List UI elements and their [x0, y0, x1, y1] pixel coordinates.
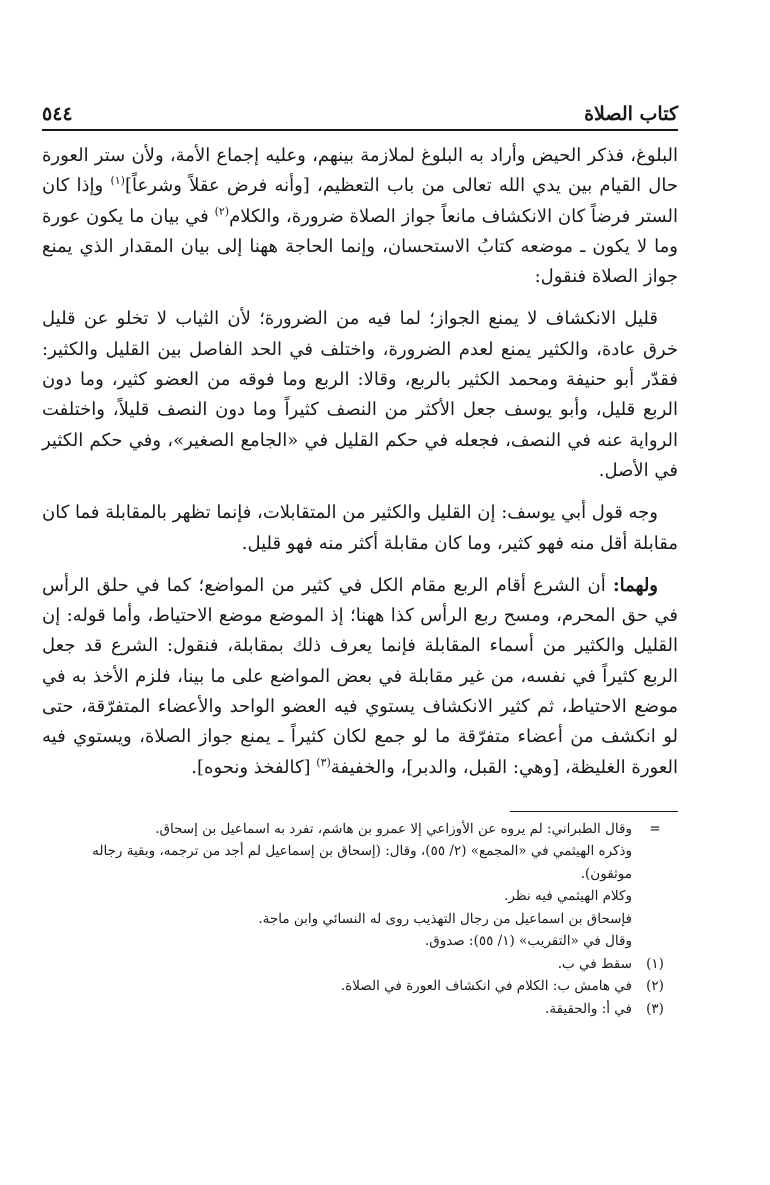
header-rule [42, 129, 678, 131]
paragraph-lead: ولهما: [612, 574, 658, 596]
footnote-continued [42, 818, 678, 953]
paragraph-3: وجه قول أبي يوسف: إن القليل والكثير من المتقابلات، فإنما تظهر بالمقابلة فما كان مقابلة أقل منه فهو كثير، وما كان مقابلة أكثر منه فهو قليل. [42, 502, 678, 554]
footnote-2 [42, 975, 678, 998]
running-header [42, 95, 678, 125]
continuation-mark: = [649, 820, 661, 837]
footnote-text: في أ: والحقيقة. [545, 1000, 632, 1017]
footnote-line: فإسحاق بن اسماعيل من رجال التهذيب روى له النسائي وابن ماجة. [258, 910, 632, 927]
chapter-title: كتاب الصلاة [584, 103, 678, 125]
book-page [42, 95, 678, 1020]
footnote-line: وكلام الهيثمي فيه نظر. [504, 888, 632, 905]
footnote-mark: (٢) [646, 978, 664, 995]
footnote-line: وذكره الهيثمي في «المجمع» (٢/ ٥٥)، وقال: (إسحاق بن إسماعيل لم أجد من ترجمه، وبقية رجاله موثقون). [92, 843, 632, 882]
footnote-text: في هامش ب: الكلام في انكشاف العورة في الصلاة. [340, 978, 632, 995]
page-number: ٥٤٤ [42, 103, 73, 125]
footnotes [42, 818, 678, 1021]
footnote-3 [42, 998, 678, 1021]
paragraph-4: ولهما: أن الشرع أقام الربع مقام الكل في كثير من المواضع؛ كما في حلق الرأس في حق المحرم، ومسح ربع الرأس كذا ههنا؛ إذ الموضع موضع الاحتياط، وأما قوله: إن القليل والكثير من أسماء المقابلة فإنما يعرف ذلك بمقابلة، فنقول: الشرع قد جعل الربع كثيراً في نفسه، من غير مقابلة في بعض المواضع على ما بينا، فلزم الأخذ به في موضع الاحتياط، ثم كثير الانكشاف يستوي فيه العضو الواحد والأعضاء المتفرّقة، حتى لو انكشف من أعضاء متفرّقة ما لو جمع لكان كثيراً ـ يمنع جواز الصلاة، ويستوي فيه العورة الغليظة، [وهي: القبل، والدبر]، والخفيفة$^{(٣)}$ [كالفخذ ونحوه]. [42, 574, 678, 778]
footnote-line: وقال الطبراني: لم يروه عن الأوزاعي إلا عمرو بن هاشم، تفرد به اسماعيل بن إسحاق. [155, 820, 632, 837]
footnote-text: سقط في ب. [557, 955, 632, 972]
footnote-rule [510, 811, 678, 812]
footnote-line: وقال في «التقريب» (١/ ٥٥): صدوق. [424, 933, 632, 950]
footnote-ref-2: (٢) [214, 204, 230, 218]
footnote-1 [42, 953, 678, 976]
paragraph-1: البلوغ، فذكر الحيض وأراد به البلوغ لملازمة بينهم، وعليه إجماع الأمة، ولأن ستر العورة حال القيام بين يدي الله تعالى من باب التعظيم، [وأنه فرض عقلاً وشرعاً]$^{(١)}$ وإذا كان الستر فرضاً كان الانكشاف مانعاً جواز الصلاة ضرورة، والكلام$^{(٢)}$ في بيان ما يكون عورة وما لا يكون ـ موضعه كتابُ الاستحسان، وإنما الحاجة ههنا إلى بيان المقدار الذي يمنع جواز الصلاة فنقول: [42, 145, 678, 288]
main-text [42, 141, 678, 783]
footnote-ref-3: (٣) [316, 755, 331, 769]
footnote-mark: (٣) [646, 1000, 664, 1017]
paragraph-2: قليل الانكشاف لا يمنع الجواز؛ لما فيه من الضرورة؛ لأن الثياب لا تخلو عن قليل خرق عادة، والكثير يمنع لعدم الضرورة، واختلف في الحد الفاصل بين القليل والكثير: فقدّر أبو حنيفة ومحمد الكثير بالربع، وقالا: الربع وما فوقه من العضو كثير، وما دون الربع قليل، وأبو يوسف جعل الأكثر من النصف كثيراً وما دون النصف قليلاً، واختلفت الرواية عنه في النصف، فجعله في حكم القليل في «الجامع الصغير»، وفي حكم الكثير في الأصل. [42, 308, 678, 481]
footnote-mark: (١) [646, 955, 664, 972]
footnote-ref-1: (١) [110, 174, 125, 188]
